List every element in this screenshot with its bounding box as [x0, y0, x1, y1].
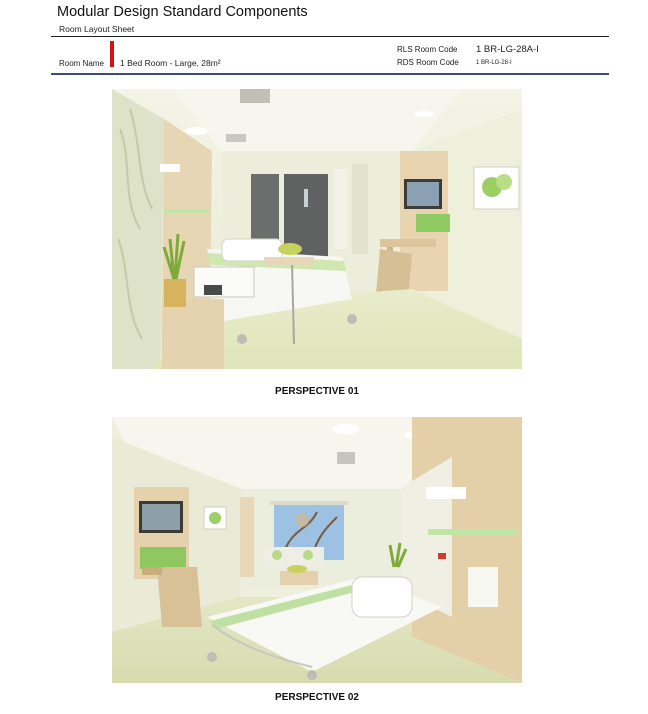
- room-name-label: Room Name: [59, 59, 104, 68]
- rls-code-value: 1 BR-LG-28A-I: [476, 44, 539, 55]
- room-name-value: 1 Bed Room - Large, 28m²: [120, 58, 221, 68]
- rls-code-label: RLS Room Code: [397, 45, 458, 54]
- accent-bar: [110, 41, 114, 67]
- header-bottom-rule: [51, 73, 609, 75]
- perspective-02-caption: PERSPECTIVE 02: [275, 692, 359, 703]
- rds-code-value: 1 BR-LG-28-I: [476, 60, 512, 66]
- sheet-subtitle: Room Layout Sheet: [59, 24, 135, 34]
- sheet-title: Modular Design Standard Components: [57, 4, 308, 20]
- perspective-01-image: [112, 89, 522, 369]
- perspective-02-image: [112, 417, 522, 683]
- perspective-01-caption: PERSPECTIVE 01: [275, 386, 359, 397]
- rds-code-label: RDS Room Code: [397, 58, 459, 67]
- header-divider: [51, 36, 609, 37]
